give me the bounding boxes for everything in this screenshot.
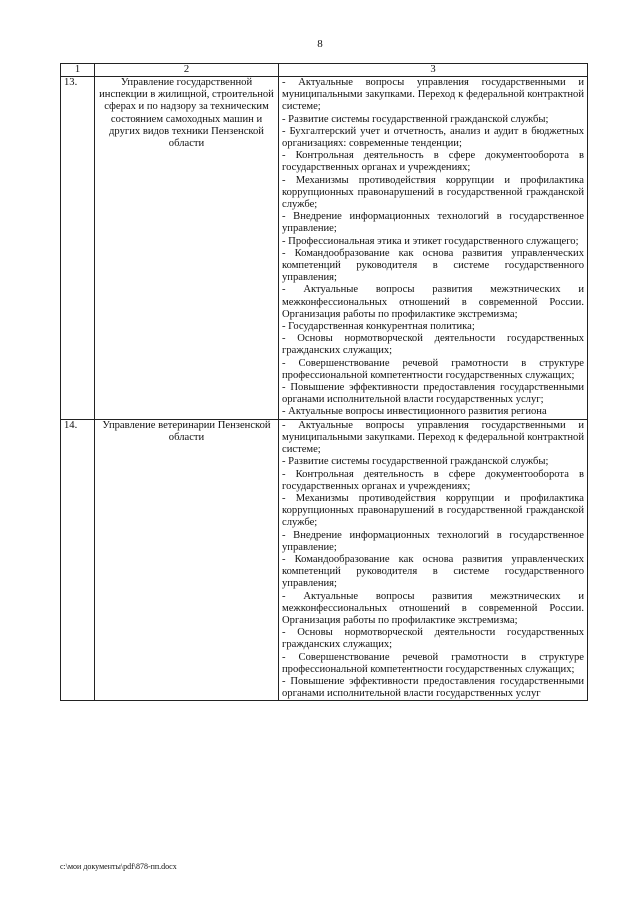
training-topics-table	[60, 63, 588, 701]
topic-item: - Государственная конкурентная политика;	[282, 321, 475, 333]
column-header-1: 1	[61, 64, 95, 77]
organization-name: Управление ветеринарии Пензенской области	[95, 419, 279, 701]
topic-item: - Основы нормотворческой деятельности государственных гражданских служащих;	[282, 627, 584, 651]
topic-item: - Внедрение информационных технологий в государственное управление;	[282, 529, 584, 553]
table-body	[61, 77, 588, 701]
topic-item: - Актуальные вопросы развития межэтнических и межконфессиональных отношений в современной России. Организация работы по профилактике экстремизма;	[282, 590, 584, 626]
topic-item: - Актуальные вопросы управления государственными и муниципальными закупками. Переход к федеральной контрактной системе;	[282, 77, 584, 113]
topic-item: - Актуальные вопросы инвестиционного развития региона	[282, 406, 547, 418]
topic-item: - Командообразование как основа развития управленческих компетенций руководителя в системе государственного управления;	[282, 553, 584, 590]
topic-item: - Командообразование как основа развития управленческих компетенций руководителя в системе государственного управления;	[282, 247, 584, 284]
topic-item: - Контрольная деятельность в сфере документооборота в государственных органах и учреждениях;	[282, 468, 584, 492]
topic-item: - Повышение эффективности предоставления государственными органами исполнительной власти государственных услуг	[282, 675, 584, 700]
topic-item: - Механизмы противодействия коррупции и профилактика коррупционных правонарушений в государственной гражданской службе;	[282, 492, 584, 529]
topic-item: - Актуальные вопросы управления государственными и муниципальными закупками. Переход к федеральной контрактной системе;	[282, 419, 584, 456]
topic-item: - Бухгалтерский учет и отчетность, анализ и аудит в бюджетных организациях: современные тенденции;	[282, 125, 584, 150]
topic-item: - Профессиональная этика и этикет государственного служащего;	[282, 235, 579, 247]
topics-list	[279, 419, 588, 701]
table-row	[61, 419, 588, 701]
row-number: 14.	[61, 419, 95, 701]
organization-name: Управление государственной инспекции в жилищной, строительной сферах и по надзору за техническим состоянием самоходных машин и других видов техники Пензенской области	[95, 77, 279, 420]
topic-item: - Совершенствование речевой грамотности в структуре профессиональной компетентности государственных служащих;	[282, 357, 584, 381]
topics-list	[279, 77, 588, 420]
topic-item: - Актуальные вопросы развития межэтнических и межконфессиональных отношений в современной России. Организация работы по профилактике экстремизма;	[282, 284, 584, 320]
topic-item: - Совершенствование речевой грамотности в структуре профессиональной компетентности государственных служащих;	[282, 651, 584, 675]
topic-item: - Развитие системы государственной гражданской службы;	[282, 456, 549, 468]
topic-item: - Развитие системы государственной гражданской службы;	[282, 113, 549, 125]
page-number: 8	[317, 38, 323, 50]
topic-item: - Внедрение информационных технологий в государственное управление;	[282, 211, 584, 235]
topic-item: - Механизмы противодействия коррупции и профилактика коррупционных правонарушений в государственной гражданской службе;	[282, 174, 584, 211]
footer-file-path: c:\мои документы\pdf\878-пп.docx	[60, 862, 177, 871]
topic-item: - Повышение эффективности предоставления государственными органами исполнительной власти государственных услуг;	[282, 382, 584, 406]
table-header-row	[61, 64, 588, 77]
row-number: 13.	[61, 77, 95, 420]
topic-item: - Основы нормотворческой деятельности государственных гражданских служащих;	[282, 333, 584, 357]
column-header-2: 2	[95, 64, 279, 77]
column-header-3: 3	[279, 64, 588, 77]
table-row	[61, 77, 588, 420]
topic-item: - Контрольная деятельность в сфере документооборота в государственных органах и учреждениях;	[282, 150, 584, 174]
